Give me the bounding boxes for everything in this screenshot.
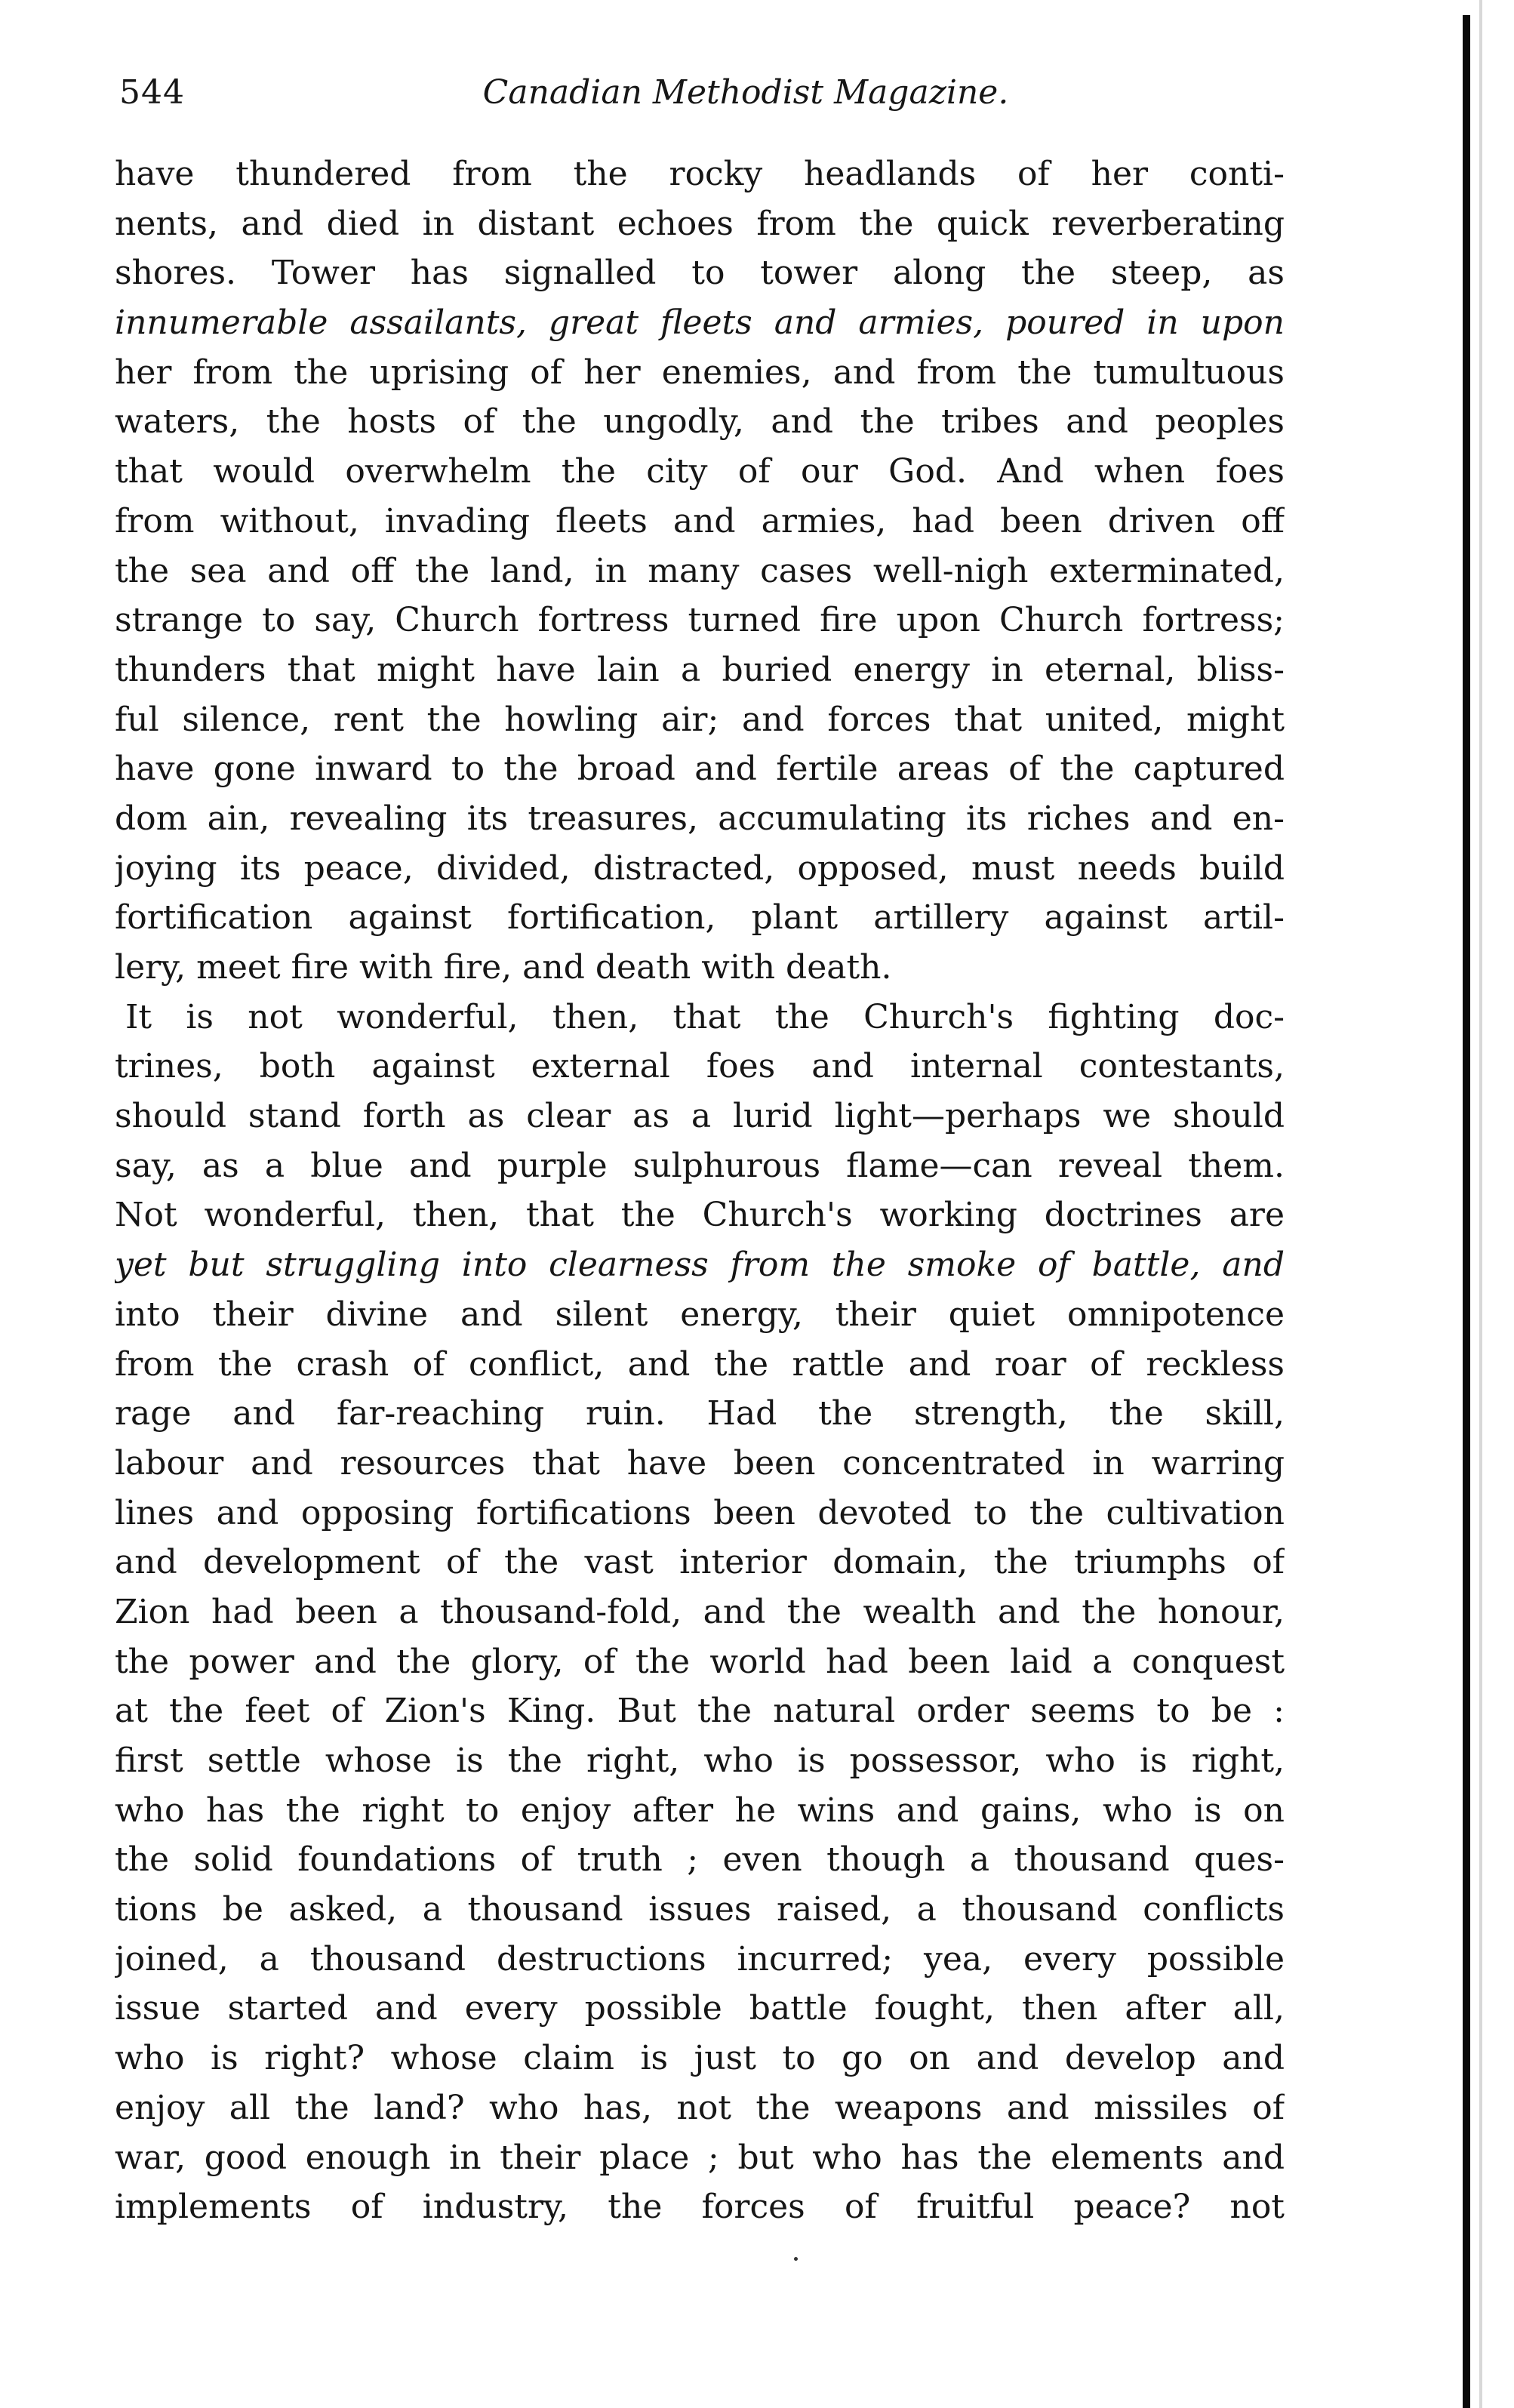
text-line: her from the uprising of her enemies, and from the tumultuous [115, 353, 1285, 392]
text-line: from without, invading fleets and armies, had been driven off [115, 501, 1285, 540]
text-line: have thundered from the rocky headlands of her conti- [115, 155, 1285, 193]
text-line: thunders that might have lain a buried energy in eternal, bliss- [115, 650, 1285, 689]
text-line: ful silence, rent the howling air; and forces that united, might [115, 700, 1285, 739]
text-line: the power and the glory, of the world had been laid a conquest [115, 1642, 1285, 1681]
text-line: who has the right to enjoy after he wins and gains, who is on [115, 1791, 1285, 1830]
text-line: and development of the vast interior domain, the triumphs of [115, 1543, 1285, 1582]
text-line: innumerable assailants, great fleets and armies, poured in upon [115, 303, 1285, 343]
text-line: Not wonderful, then, that the Church's working doctrines are [115, 1196, 1285, 1235]
text-line: enjoy all the land? who has, not the weapons and missiles of [115, 2088, 1285, 2127]
running-head [119, 66, 1282, 119]
text-line: joined, a thousand destructions incurred; yea, every possible [115, 1939, 1285, 1978]
text-line: lines and opposing fortifications been devoted to the cultivation [115, 1493, 1285, 1532]
page-edge-shade [1479, 0, 1482, 2408]
text-line: joying its peace, divided, distracted, opposed, must needs build [115, 848, 1285, 888]
text-line: waters, the hosts of the ungodly, and the tribes and peoples [115, 402, 1285, 442]
page-edge-rule [1463, 15, 1470, 2408]
page-number: 544 [119, 73, 185, 112]
text-line: who is right? whose claim is just to go on and develop and [115, 2039, 1285, 2078]
text-line: It is not wonderful, then, that the Church's fighting doc- [125, 997, 1285, 1036]
text-line: war, good enough in their place ; but who has the elements and [115, 2138, 1285, 2177]
body-text [115, 149, 1285, 2232]
print-speck [794, 2257, 798, 2261]
text-line: yet but struggling into clearness from the smoke of battle, and [115, 1246, 1285, 1285]
text-line: say, as a blue and purple sulphurous flame—can reveal them. [115, 1146, 1285, 1185]
text-line: strange to say, Church fortress turned fire upon Church fortress; [115, 601, 1285, 640]
text-line: lery, meet fire with fire, and death with death. [115, 948, 892, 987]
text-line: from the crash of conflict, and the rattle and roar of reckless [115, 1344, 1285, 1384]
text-line: fortification against fortification, plant artillery against artil- [115, 898, 1285, 938]
text-line: tions be asked, a thousand issues raised, a thousand conflicts [115, 1890, 1285, 1929]
paragraph [115, 149, 1285, 993]
text-line: dom ain, revealing its treasures, accumulating its riches and en- [115, 799, 1285, 838]
text-line: issue started and every possible battle fought, then after all, [115, 1989, 1285, 2028]
text-line: have gone inward to the broad and fertile areas of the captured [115, 750, 1285, 789]
text-line: at the feet of Zion's King. But the natural order seems to be : [115, 1692, 1285, 1731]
text-line: Zion had been a thousand-fold, and the wealth and the honour, [115, 1592, 1285, 1631]
text-line: that would overwhelm the city of our God. And when foes [115, 452, 1285, 491]
text-line: trines, both against external foes and internal contestants, [115, 1047, 1285, 1086]
text-line: into their divine and silent energy, their quiet omnipotence [115, 1295, 1285, 1334]
text-line: labour and resources that have been concentrated in warring [115, 1443, 1285, 1483]
text-line: rage and far-reaching ruin. Had the strength, the skill, [115, 1394, 1285, 1433]
text-line: the solid foundations of truth ; even though a thousand ques- [115, 1840, 1285, 1880]
journal-title: Canadian Methodist Magazine. [482, 73, 1009, 112]
text-line: nents, and died in distant echoes from the quick reverberating [115, 204, 1285, 243]
text-line: first settle whose is the right, who is possessor, who is right, [115, 1741, 1285, 1780]
text-line: implements of industry, the forces of fruitful peace? not [115, 2188, 1285, 2227]
text-line: shores. Tower has signalled to tower along the steep, as [115, 254, 1285, 293]
paragraph [115, 993, 1285, 2232]
text-line: the sea and off the land, in many cases well-nigh exterminated, [115, 551, 1285, 590]
text-line: should stand forth as clear as a lurid light—perhaps we should [115, 1097, 1285, 1136]
